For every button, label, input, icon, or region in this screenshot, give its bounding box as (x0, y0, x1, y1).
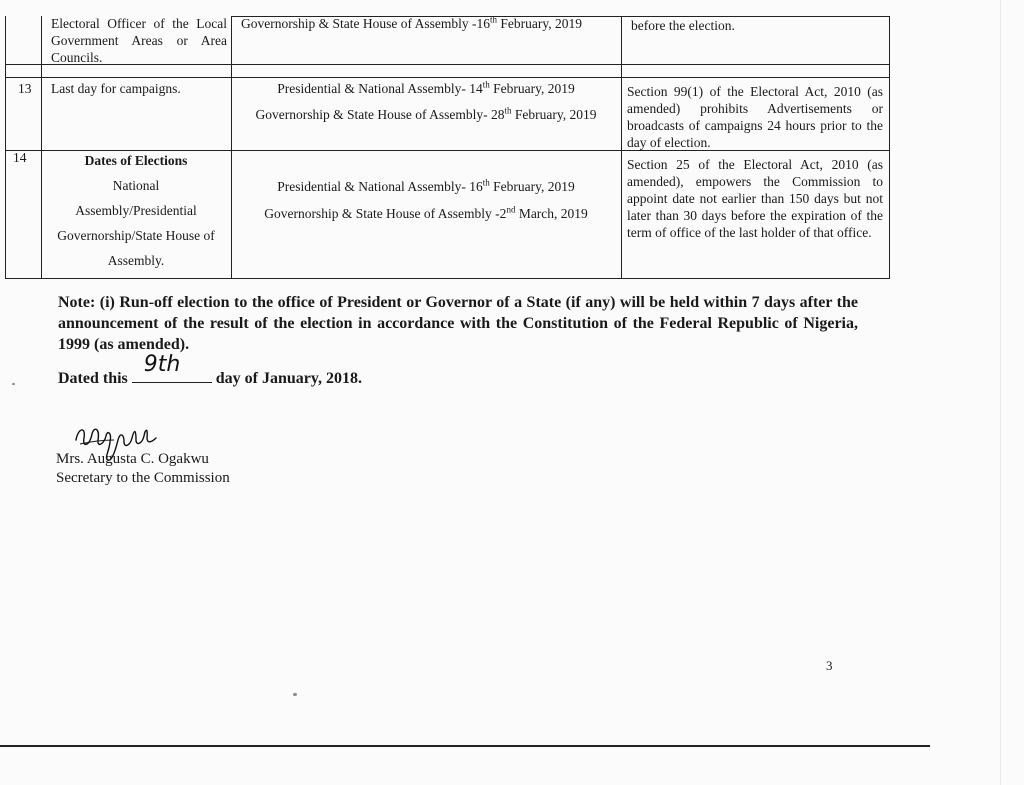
table-row-number: 13 (18, 81, 32, 96)
date-blank (132, 352, 212, 383)
handwritten-day: 9th (143, 352, 181, 377)
table-border-bottom (5, 278, 890, 279)
bottom-rule (0, 745, 930, 747)
table-cell-date: Governorship & State House of Assembly- 28th February, 2019 (255, 105, 597, 122)
table-cell-date: Governorship & State House of Assembly -2nd March, 2019 (264, 204, 588, 221)
page-number: 3 (826, 658, 833, 673)
table-cell-date: Presidential & National Assembly- 16th February, 2019 (277, 177, 575, 194)
table-cell-remarks: Section 25 of the Electoral Act, 2010 (as amended), empowers the Commission to appoint date not earlier than 150 days but not later than 30 days before the expiration of the term of office of the last holder of that office. (627, 157, 883, 240)
signatory-name: Mrs. Augusta C. Ogakwu (56, 451, 209, 467)
table-border-right (889, 16, 890, 279)
table-cell-activity: Last day for campaigns. (51, 81, 181, 96)
election-timetable (5, 16, 890, 279)
table-cell-remarks: Section 99(1) of the Electoral Act, 2010 (as amended) prohibits Advertisements or broadcasts of campaigns 24 hours prior to the day of election. (627, 84, 883, 150)
table-column-divider (231, 16, 232, 279)
table-cell-activity: Assembly/Presidential (75, 203, 197, 218)
signatory-title: Secretary to the Commission (56, 470, 230, 486)
table-column-divider (621, 16, 622, 279)
table-column-divider (41, 16, 42, 279)
dated-suffix: day of January, 2018. (215, 370, 363, 387)
table-cell-date: Governorship & State House of Assembly -16th February, 2019 (241, 14, 582, 31)
scan-speck (12, 383, 15, 385)
table-cell-remarks: before the election. (631, 18, 735, 33)
run-off-note: Note: (i) Run-off election to the office of President or Governor of a State (if any) will be held within 7 days after the announcement of the result of the election in accordance with the Constitution of the Federal Republic of Nigeria, 1999 (as amended). (58, 294, 858, 353)
dated-line (58, 352, 363, 388)
table-cell-activity: Assembly. (107, 253, 165, 268)
table-cell-date: Presidential & National Assembly- 14th February, 2019 (277, 79, 575, 96)
dated-prefix: Dated this (58, 370, 128, 387)
table-cell-heading: Dates of Elections (84, 153, 188, 168)
table-cell-activity: Electoral Officer of the Local Government Areas or Area Councils. (51, 16, 227, 65)
scan-edge (1000, 0, 1001, 785)
table-cell-activity: Governorship/State House of (57, 228, 215, 243)
table-row-divider (5, 77, 890, 78)
table-row-number: 14 (13, 150, 27, 165)
scan-speck (293, 693, 297, 696)
table-cell-activity: National (112, 178, 160, 193)
table-border-left (5, 16, 6, 279)
